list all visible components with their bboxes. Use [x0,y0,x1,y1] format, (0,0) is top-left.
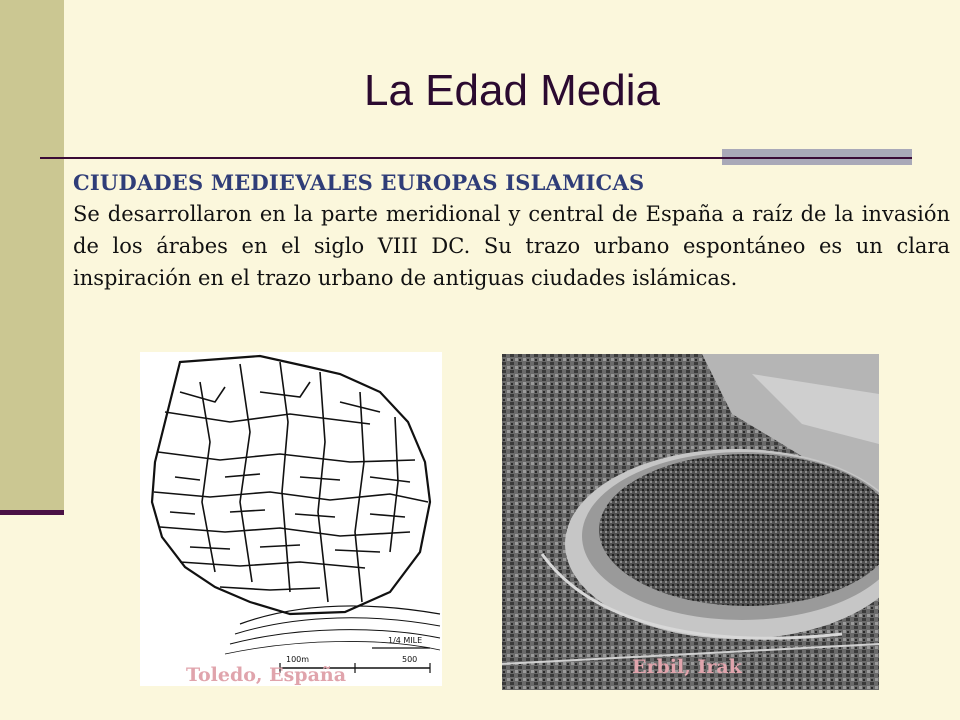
scale-bar-right-label: 500 [402,655,418,664]
erbil-caption: Erbil, Irak [632,656,742,678]
scale-bar-label: 1/4 MILE [388,636,423,645]
title-rule [40,157,912,159]
title-rule-accent [722,149,912,157]
scale-bar-left-label: 100m [286,655,310,664]
sidebar-divider [0,510,64,515]
slide-title: La Edad Media [364,66,660,115]
toledo-map-drawing [140,352,442,686]
sidebar-accent [0,0,64,512]
body-paragraph: Se desarrollaron en la parte meridional y central de España a raíz de la invasión de los árabes en el siglo VIII DC. Su trazo urbano espontáneo es un clara inspiración en el trazo urbano de antiguas ciudades islámicas. [73,202,950,290]
toledo-caption: Toledo, España [186,664,347,686]
section-heading: CIUDADES MEDIEVALES EUROPAS ISLAMICAS [73,170,645,195]
erbil-aerial-photo [502,354,879,690]
toledo-map-image [140,352,442,686]
erbil-aerial-drawing [502,354,879,690]
title-rule-accent-lower [722,159,912,165]
